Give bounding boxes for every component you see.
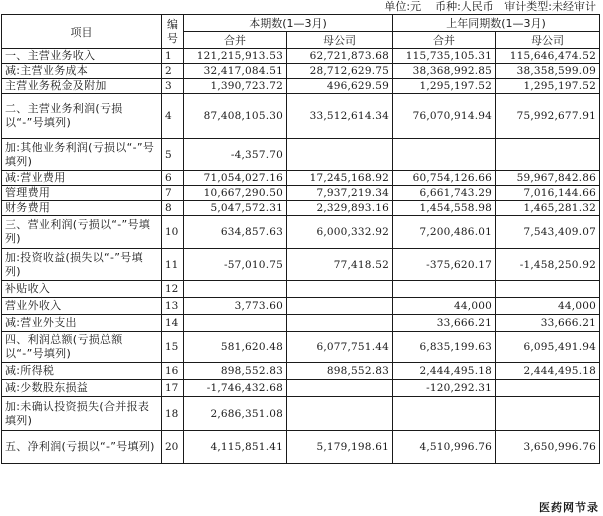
prior-consolidated-value: 7,200,486.01 bbox=[393, 216, 496, 249]
current-parent-value: 33,512,614.34 bbox=[287, 94, 393, 139]
current-consolidated-value: 1,390,723.72 bbox=[184, 79, 287, 94]
row-number: 2 bbox=[162, 64, 184, 79]
prior-consolidated-value: -120,292.31 bbox=[393, 380, 496, 397]
prior-consolidated-value: 6,661,743.29 bbox=[393, 186, 496, 201]
prior-parent-value: 7,016,144.66 bbox=[496, 186, 600, 201]
header-prior-parent: 母公司 bbox=[496, 32, 600, 49]
table-row bbox=[2, 49, 600, 64]
prior-consolidated-value: -375,620.17 bbox=[393, 249, 496, 281]
row-item: 减:少数股东损益 bbox=[2, 380, 162, 397]
current-parent-value bbox=[287, 315, 393, 332]
row-number: 12 bbox=[162, 281, 184, 298]
current-consolidated-value: -1,746,432.68 bbox=[184, 380, 287, 397]
prior-consolidated-value: 4,510,996.76 bbox=[393, 431, 496, 464]
current-parent-value bbox=[287, 281, 393, 298]
current-parent-value: 7,937,219.34 bbox=[287, 186, 393, 201]
row-item: 补贴收入 bbox=[2, 281, 162, 298]
table-row bbox=[2, 186, 600, 201]
header-current-consolidated: 合并 bbox=[184, 32, 287, 49]
prior-consolidated-value bbox=[393, 281, 496, 298]
unit-currency-audit-line: 单位:元 币种:人民币 审计类型:未经审计 bbox=[384, 0, 596, 13]
prior-consolidated-value: 60,754,126.66 bbox=[393, 171, 496, 186]
row-number: 7 bbox=[162, 186, 184, 201]
current-consolidated-value: 71,054,027.16 bbox=[184, 171, 287, 186]
header-prior-consolidated: 合并 bbox=[393, 32, 496, 49]
current-consolidated-value: 898,552.83 bbox=[184, 363, 287, 380]
prior-consolidated-value bbox=[393, 139, 496, 171]
prior-consolidated-value: 1,454,558.98 bbox=[393, 201, 496, 216]
row-item: 三、营业利润(亏损以“-”号填列) bbox=[2, 216, 162, 249]
row-item: 财务费用 bbox=[2, 201, 162, 216]
table-row bbox=[2, 397, 600, 431]
prior-consolidated-value: 76,070,914.94 bbox=[393, 94, 496, 139]
header-number: 编号 bbox=[162, 15, 184, 49]
table-row bbox=[2, 298, 600, 315]
prior-parent-value: 38,358,599.09 bbox=[496, 64, 600, 79]
current-parent-value bbox=[287, 397, 393, 431]
row-item: 减:营业费用 bbox=[2, 171, 162, 186]
table-row bbox=[2, 201, 600, 216]
row-number: 13 bbox=[162, 298, 184, 315]
row-number: 20 bbox=[162, 431, 184, 464]
prior-consolidated-value: 2,444,495.18 bbox=[393, 363, 496, 380]
header-item: 项目 bbox=[2, 15, 162, 49]
table-row bbox=[2, 171, 600, 186]
header-current-parent: 母公司 bbox=[287, 32, 393, 49]
table-row bbox=[2, 139, 600, 171]
current-consolidated-value: 3,773.60 bbox=[184, 298, 287, 315]
current-parent-value: 28,712,629.75 bbox=[287, 64, 393, 79]
row-item: 加:其他业务利润(亏损以“-”号填列) bbox=[2, 139, 162, 171]
prior-parent-value: 1,465,281.32 bbox=[496, 201, 600, 216]
current-consolidated-value: -57,010.75 bbox=[184, 249, 287, 281]
current-parent-value: 898,552.83 bbox=[287, 363, 393, 380]
row-item: 加:未确认投资损失(合并报表填列) bbox=[2, 397, 162, 431]
current-parent-value: 496,629.59 bbox=[287, 79, 393, 94]
prior-parent-value: -1,458,250.92 bbox=[496, 249, 600, 281]
current-consolidated-value: 634,857.63 bbox=[184, 216, 287, 249]
prior-parent-value bbox=[496, 380, 600, 397]
table-row bbox=[2, 249, 600, 281]
table-row bbox=[2, 363, 600, 380]
income-statement-table bbox=[1, 14, 600, 464]
prior-parent-value: 2,444,495.18 bbox=[496, 363, 600, 380]
table-row bbox=[2, 64, 600, 79]
current-parent-value: 6,077,751.44 bbox=[287, 332, 393, 363]
prior-consolidated-value: 33,666.21 bbox=[393, 315, 496, 332]
current-parent-value: 62,721,873.68 bbox=[287, 49, 393, 64]
row-number: 6 bbox=[162, 171, 184, 186]
current-consolidated-value: 32,417,084.51 bbox=[184, 64, 287, 79]
row-number: 16 bbox=[162, 363, 184, 380]
prior-consolidated-value: 1,295,197.52 bbox=[393, 79, 496, 94]
current-consolidated-value: -4,357.70 bbox=[184, 139, 287, 171]
current-consolidated-value: 581,620.48 bbox=[184, 332, 287, 363]
row-number: 4 bbox=[162, 94, 184, 139]
prior-parent-value: 1,295,197.52 bbox=[496, 79, 600, 94]
table-row bbox=[2, 281, 600, 298]
prior-parent-value: 75,992,677.91 bbox=[496, 94, 600, 139]
row-number: 14 bbox=[162, 315, 184, 332]
prior-consolidated-value bbox=[393, 397, 496, 431]
prior-parent-value: 33,666.21 bbox=[496, 315, 600, 332]
row-item: 五、净利润(亏损以“-”号填列) bbox=[2, 431, 162, 464]
header-current-period: 本期数(1—3月) bbox=[184, 15, 393, 32]
row-number: 3 bbox=[162, 79, 184, 94]
current-consolidated-value: 87,408,105.30 bbox=[184, 94, 287, 139]
prior-parent-value: 6,095,491.94 bbox=[496, 332, 600, 363]
row-item: 主营业务税金及附加 bbox=[2, 79, 162, 94]
row-item: 四、利润总额(亏损总额以“-”号填列) bbox=[2, 332, 162, 363]
row-number: 10 bbox=[162, 216, 184, 249]
table-row bbox=[2, 79, 600, 94]
row-number: 17 bbox=[162, 380, 184, 397]
row-item: 加:投资收益(损失以“-”号填列) bbox=[2, 249, 162, 281]
prior-parent-value bbox=[496, 397, 600, 431]
table-row bbox=[2, 332, 600, 363]
row-item: 一、主营业务收入 bbox=[2, 49, 162, 64]
row-item: 营业外收入 bbox=[2, 298, 162, 315]
current-consolidated-value: 4,115,851.41 bbox=[184, 431, 287, 464]
current-consolidated-value: 2,686,351.08 bbox=[184, 397, 287, 431]
prior-consolidated-value: 6,835,199.63 bbox=[393, 332, 496, 363]
table-row bbox=[2, 431, 600, 464]
header-prior-period: 上年同期数(1—3月) bbox=[393, 15, 600, 32]
current-parent-value: 2,329,893.16 bbox=[287, 201, 393, 216]
prior-parent-value: 59,967,842.86 bbox=[496, 171, 600, 186]
row-item: 管理费用 bbox=[2, 186, 162, 201]
current-consolidated-value: 10,667,290.50 bbox=[184, 186, 287, 201]
table-row bbox=[2, 94, 600, 139]
source-watermark-logo: 医药网节录 bbox=[539, 501, 599, 514]
prior-parent-value: 7,543,409.07 bbox=[496, 216, 600, 249]
current-parent-value: 17,245,168.92 bbox=[287, 171, 393, 186]
prior-consolidated-value: 44,000 bbox=[393, 298, 496, 315]
prior-parent-value bbox=[496, 281, 600, 298]
current-consolidated-value: 5,047,572.31 bbox=[184, 201, 287, 216]
row-item: 减:所得税 bbox=[2, 363, 162, 380]
row-item: 减:营业外支出 bbox=[2, 315, 162, 332]
row-item: 减:主营业务成本 bbox=[2, 64, 162, 79]
current-parent-value: 6,000,332.92 bbox=[287, 216, 393, 249]
prior-parent-value bbox=[496, 139, 600, 171]
current-consolidated-value: 121,215,913.53 bbox=[184, 49, 287, 64]
current-parent-value: 5,179,198.61 bbox=[287, 431, 393, 464]
current-parent-value bbox=[287, 298, 393, 315]
prior-parent-value: 115,646,474.52 bbox=[496, 49, 600, 64]
row-number: 8 bbox=[162, 201, 184, 216]
row-number: 1 bbox=[162, 49, 184, 64]
row-number: 15 bbox=[162, 332, 184, 363]
table-row bbox=[2, 315, 600, 332]
prior-parent-value: 44,000 bbox=[496, 298, 600, 315]
row-number: 18 bbox=[162, 397, 184, 431]
current-parent-value: 77,418.52 bbox=[287, 249, 393, 281]
current-consolidated-value bbox=[184, 315, 287, 332]
table-row bbox=[2, 380, 600, 397]
prior-consolidated-value: 115,735,105.31 bbox=[393, 49, 496, 64]
current-parent-value bbox=[287, 139, 393, 171]
row-number: 5 bbox=[162, 139, 184, 171]
prior-consolidated-value: 38,368,992.85 bbox=[393, 64, 496, 79]
row-item: 二、主营业务利润(亏损以“-”号填列) bbox=[2, 94, 162, 139]
current-parent-value bbox=[287, 380, 393, 397]
prior-parent-value: 3,650,996.76 bbox=[496, 431, 600, 464]
row-number: 11 bbox=[162, 249, 184, 281]
table-row bbox=[2, 216, 600, 249]
current-consolidated-value bbox=[184, 281, 287, 298]
income-statement-rows bbox=[2, 49, 600, 464]
